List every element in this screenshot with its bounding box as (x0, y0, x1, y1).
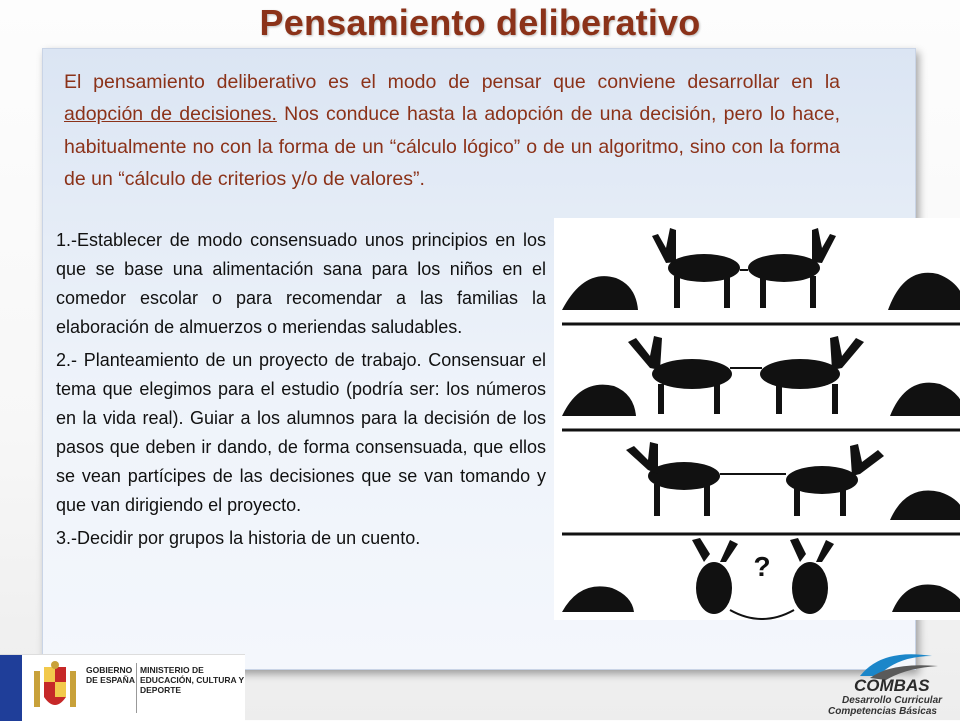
list-item: 3.-Decidir por grupos la historia de un cuento. (56, 528, 421, 548)
footer-divider (136, 663, 137, 713)
combas-logo (820, 646, 960, 720)
combas-subtitle-2: Competencias Básicas (828, 706, 937, 717)
list-item: 1.-Establecer de modo consensuado unos principios en los que se base una alimentación sana para los niños en el comedor escolar o para recomendar a las familias la elaboración de almuerzos o meriendas saludables. (56, 230, 546, 337)
ministerio-label: MINISTERIO DE EDUCACIÓN, CULTURA Y DEPORTE (140, 665, 245, 695)
slide-title: Pensamiento deliberativo (259, 2, 701, 43)
eu-flag-icon (0, 655, 22, 721)
spain-coat-of-arms-icon (30, 661, 80, 717)
list-item: 2.- Planteamiento de un proyecto de trabajo. Consensuar el tema que elegimos para el estudio (podría ser: los números en la vida real). Guiar a los alumnos para la decisión de los pasos que deben ir dando, de forma consensuada, que ellos se vean partícipes de las decisiones que se van tomando y que van dirigiendo el proyecto. (56, 350, 546, 515)
combas-wordmark: COMBAS (854, 676, 930, 695)
intro-underlined: adopción de decisiones. (64, 103, 277, 126)
donkeys-illustration-svg (554, 218, 960, 620)
gobierno-label: GOBIERNO DE ESPAÑA (86, 665, 135, 685)
panel-1 (562, 228, 960, 310)
combas-subtitle-1: Desarrollo Curricular (842, 695, 943, 706)
question-mark: ? (753, 551, 771, 582)
intro-paragraph (64, 66, 840, 195)
donkeys-cooperation-illustration (554, 218, 960, 620)
government-logo-bar (0, 654, 245, 721)
intro-text-2: Nos conduce hasta la adopción de una decisión, pero lo hace, habitualmente no con la forma de un “cálculo lógico” o de un algoritmo, sino con la forma de un “cálculo de criterios y/o de valores”. (64, 103, 840, 190)
panel-3 (626, 442, 960, 520)
intro-text-1: El pensamiento deliberativo es el modo de pensar que conviene desarrollar en la (64, 71, 840, 93)
examples-list (56, 226, 546, 557)
panel-2 (562, 336, 960, 416)
